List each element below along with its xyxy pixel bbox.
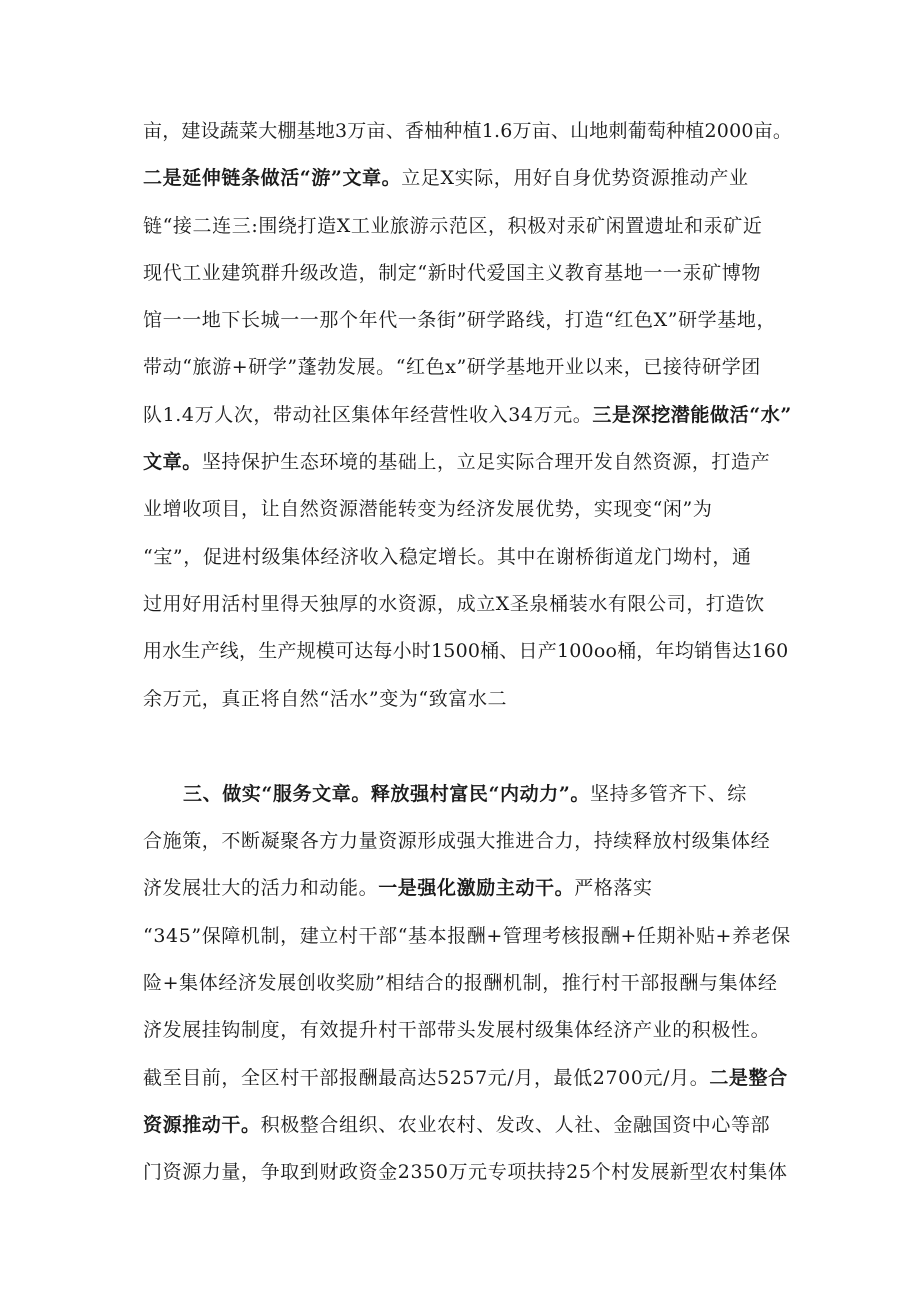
paragraph-2	[143, 771, 793, 1197]
text-run: 险+集体经济发展创收奖励”相结合的报酬机制，推行村干部报酬与集体经	[143, 972, 778, 995]
text-run: 门资源力量，争取到财政资金2350万元专项扶持25个村发展新型农村集体	[143, 1161, 788, 1184]
text-run: 用水生产线，生产规模可达每小时1500桶、日产100oo桶，年均销售达160	[143, 640, 789, 663]
text-line	[143, 534, 793, 581]
text-line	[143, 203, 793, 250]
text-run: “345”保障机制，建立村干部“基本报酬+管理考核报酬+任期补贴+养老保	[143, 924, 791, 947]
text-run: 合施策，不断凝聚各方力量资源形成强大推进合力，持续释放村级集体经	[143, 830, 771, 853]
text-line	[143, 439, 793, 486]
text-line	[143, 771, 793, 818]
document-page	[143, 108, 793, 1197]
text-run: 亩，建设蔬菜大棚基地3万亩、香柚种植1.6万亩、山地刺葡萄种植2000亩。	[143, 120, 793, 142]
text-run: 坚持保护生态环境的基础上，立足实际合理开发自然资源，打造产	[201, 451, 771, 474]
text-line	[143, 865, 793, 912]
text-run: 济发展壮大的活力和动能。	[143, 877, 379, 900]
bold-text-run: 资源推动干。	[143, 1113, 261, 1136]
bold-text-run: 二是整合	[709, 1066, 788, 1089]
text-line	[143, 676, 793, 723]
text-run: “宝”，促进村级集体经济收入稳定增长。其中在谢桥街道龙门坳村，通	[143, 545, 752, 568]
text-line	[143, 960, 793, 1007]
paragraph-1	[143, 108, 793, 723]
bold-text-run: 一是强化激励主动干。	[378, 877, 575, 900]
text-run: 坚持多管齐下、综	[590, 782, 747, 805]
text-line	[143, 1055, 793, 1102]
text-line	[143, 628, 793, 675]
bold-text-run: 三是深挖潜能做活“水”	[592, 403, 792, 426]
text-run: 积极整合组织、农业农村、发改、人社、金融国资中心等部	[260, 1113, 771, 1136]
text-line	[143, 108, 793, 155]
text-run: 济发展挂钩制度，有效提升村干部带头发展村级集体经济产业的积极性。	[143, 1019, 771, 1042]
text-line	[143, 155, 793, 202]
bold-text-run: 文章。	[143, 451, 202, 474]
text-line	[143, 1102, 793, 1149]
text-run: 过用好用活村里得天独厚的水资源，成立X圣泉桶装水有限公司，打造饮	[143, 592, 765, 615]
text-run: 业增收项目，让自然资源潜能转变为经济发展优势，实现变“闲”为	[143, 498, 713, 521]
text-run: 现代工业建筑群升级改造，制定“新时代爱国主义教育基地一一汞矿博物	[143, 261, 761, 284]
text-line	[143, 1149, 793, 1196]
paragraph-gap	[143, 723, 793, 771]
text-run: 严格落实	[574, 877, 653, 900]
bold-text-run: 二是延伸链条做活“游”文章。	[143, 167, 402, 190]
text-run: 带动“旅游+研学”蓬勃发展。“红色x”研学基地开业以来，已接待研学团	[143, 356, 761, 379]
text-run: 余万元，真正将自然“活水”变为“致富水二	[143, 687, 508, 710]
text-line	[143, 1007, 793, 1054]
text-line	[143, 581, 793, 628]
text-run: 队1.4万人次，带动社区集体年经营性收入34万元。	[143, 403, 593, 426]
text-line	[143, 297, 793, 344]
text-line	[143, 250, 793, 297]
text-line	[143, 486, 793, 533]
bold-text-run: 三、做实“服务文章。释放强村富民“内动力”。	[183, 782, 590, 805]
text-line	[143, 913, 793, 960]
text-line	[143, 818, 793, 865]
text-line	[143, 392, 793, 439]
text-run: 馆一一地下长城一一那个年代一条街”研学路线，打造“红色X”研学基地，	[143, 309, 777, 332]
text-run: 链“接二连三:围绕打造X工业旅游示范区，积极对汞矿闲置遗址和汞矿近	[143, 214, 763, 237]
text-run: 立足X实际，用好自身优势资源推动产业	[401, 167, 749, 190]
text-run: 截至目前，全区村干部报酬最高达5257元/月，最低2700元/月。	[143, 1066, 710, 1089]
text-line	[143, 344, 793, 391]
